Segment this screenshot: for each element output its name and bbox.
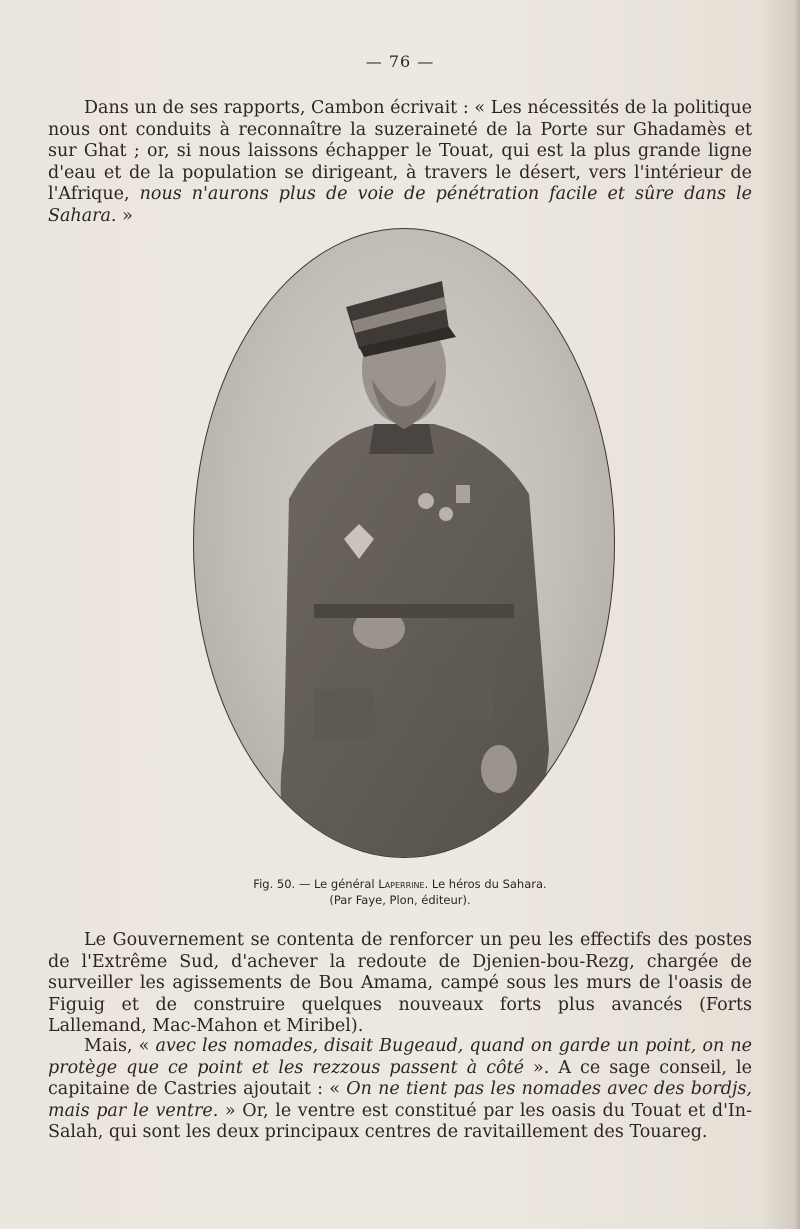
quote-bugeaud: avec les nomades, disait Bugeaud, quand on garde un point, on ne protège que ce point et les rezzous passent à côté <box>48 1036 752 1078</box>
page-number: — 76 — <box>365 52 435 71</box>
figure-caption-line1 <box>0 876 800 892</box>
paragraph-text-3: » Or, le ventre est constitué par les oasis du Touat et d'In-Salah, qui sont les deux principaux centres de ravitaillement des Touareg. <box>48 1100 752 1142</box>
caption-name: Laperrine <box>378 877 425 891</box>
paragraph-bugeaud <box>48 1036 752 1144</box>
quote-castries: On ne tient pas les nomades avec des bordjs, mais par le ventre. <box>48 1079 752 1121</box>
emphasis-text: nous n'aurons plus de voie de pénétration facile et sûre dans le Sahara. <box>48 184 752 226</box>
closing-quote: » <box>116 205 133 226</box>
paragraph-text-2: ». A ce sage conseil, le capitaine de Castries ajoutait : « <box>48 1057 752 1099</box>
portrait-illustration <box>194 229 614 857</box>
caption-suffix: . Le héros du Sahara. <box>424 877 547 891</box>
page-edge-shadow <box>794 0 800 1229</box>
paragraph-text: Dans un de ses rapports, Cambon écrivait : « Les nécessités de la politique nous ont conduits à reconnaître la suzeraineté de la Porte sur Ghadamès et sur Ghat ; or, si nous laissons échapper le Touat, qui est la plus grande ligne d'eau et de la population se dirigeant, à travers le désert, vers l'intérieur de l'Afrique, <box>48 98 752 204</box>
paragraph-cambon-quote <box>48 98 752 227</box>
figure-caption-line2: (Par Faye, Plon, éditeur). <box>329 893 471 907</box>
paragraph-text-1: Mais, « <box>84 1036 156 1056</box>
portrait-photo <box>193 228 615 858</box>
caption-prefix: Fig. 50. — Le général <box>253 877 379 891</box>
paragraph-gouvernement <box>48 930 752 1038</box>
paragraph-text: Le Gouvernement se contenta de renforcer un peu les effectifs des postes de l'Extrême Sud, d'achever la redoute de Djenien-bou-Rezg, chargée de surveiller les agissements de Bou Amama, campé sous les murs de l'oasis de Figuig et de construire quelques nouveaux forts plus avancés (Forts Lallemand, Mac-Mahon et Miribel). <box>48 930 752 1036</box>
